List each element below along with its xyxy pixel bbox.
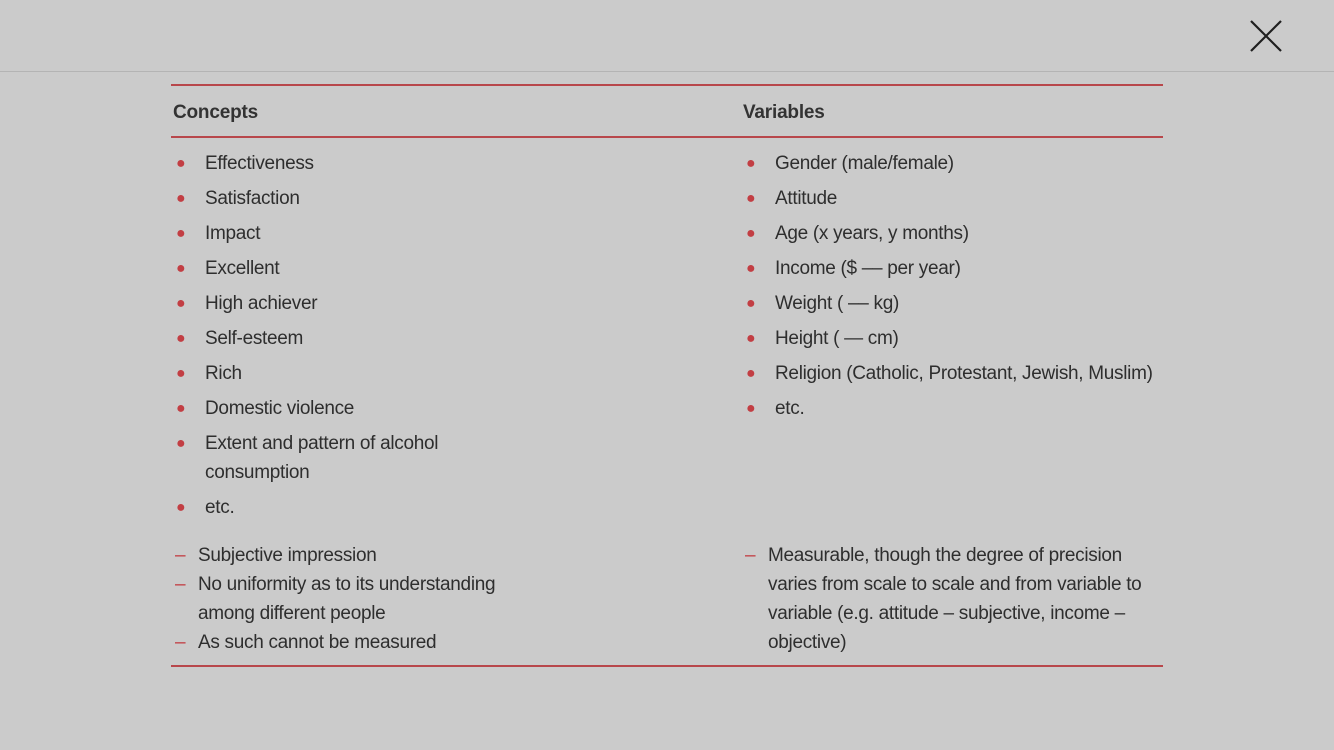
list-item: ● Religion (Catholic, Protestant, Jewish, Muslim)	[743, 359, 1173, 388]
dash-icon: –	[175, 574, 186, 595]
list-item: ● Satisfaction	[173, 184, 533, 213]
list-item: ● Excellent	[173, 254, 533, 283]
variables-heading: Variables	[743, 102, 825, 123]
bullet-icon: ●	[746, 365, 756, 382]
bullet-icon: ●	[746, 260, 756, 277]
bullet-icon: ●	[176, 155, 186, 172]
bullet-icon: ●	[176, 435, 186, 452]
dash-icon: –	[175, 545, 186, 566]
variables-list	[743, 149, 1173, 429]
bullet-icon: ●	[176, 499, 186, 516]
bullet-icon: ●	[746, 400, 756, 417]
bullet-icon: ●	[746, 295, 756, 312]
concept-notes-list	[173, 541, 523, 657]
list-item: – Subjective impression	[173, 541, 523, 570]
list-item: ● etc.	[173, 493, 533, 522]
bullet-icon: ●	[176, 295, 186, 312]
bullet-icon: ●	[176, 260, 186, 277]
dash-icon: –	[175, 632, 186, 653]
bullet-icon: ●	[176, 190, 186, 207]
bullet-icon: ●	[746, 155, 756, 172]
list-item: ● Income ($ –– per year)	[743, 254, 1173, 283]
close-button[interactable]	[1246, 16, 1286, 56]
list-item: ● Domestic violence	[173, 394, 533, 423]
list-item: – As such cannot be measured	[173, 628, 523, 657]
bullet-icon: ●	[176, 365, 186, 382]
bullet-icon: ●	[176, 400, 186, 417]
list-item: ● Height ( — cm)	[743, 324, 1173, 353]
list-item: ● Weight ( –– kg)	[743, 289, 1173, 318]
bullet-icon: ●	[176, 225, 186, 242]
bullet-icon: ●	[746, 330, 756, 347]
concepts-list	[173, 149, 533, 528]
bullet-icon: ●	[176, 330, 186, 347]
close-icon	[1246, 16, 1286, 56]
list-item: ● Self-esteem	[173, 324, 533, 353]
table-bottom-rule	[171, 665, 1163, 667]
list-item: ● Extent and pattern of alcohol consumption	[173, 429, 533, 487]
variable-notes-list	[743, 541, 1163, 657]
list-item: ● Impact	[173, 219, 533, 248]
list-item: ● Effectiveness	[173, 149, 533, 178]
list-item: – Measurable, though the degree of precision varies from scale to scale and from variable to variable (e.g. attitude – subjective, income – objective)	[743, 541, 1163, 657]
viewer-toolbar	[0, 0, 1334, 72]
bullet-icon: ●	[746, 190, 756, 207]
table-header-row	[171, 86, 1163, 136]
list-item: ● Age (x years, y months)	[743, 219, 1173, 248]
list-item: – No uniformity as to its understanding among different people	[173, 570, 523, 628]
dash-icon: –	[745, 545, 756, 566]
list-item: ● etc.	[743, 394, 1173, 423]
bullet-icon: ●	[746, 225, 756, 242]
list-item: ● Rich	[173, 359, 533, 388]
list-item: ● High achiever	[173, 289, 533, 318]
slide-image	[171, 84, 1163, 667]
list-item: ● Attitude	[743, 184, 1173, 213]
table-body	[171, 138, 1163, 665]
list-item: ● Gender (male/female)	[743, 149, 1173, 178]
concepts-heading: Concepts	[173, 102, 258, 123]
